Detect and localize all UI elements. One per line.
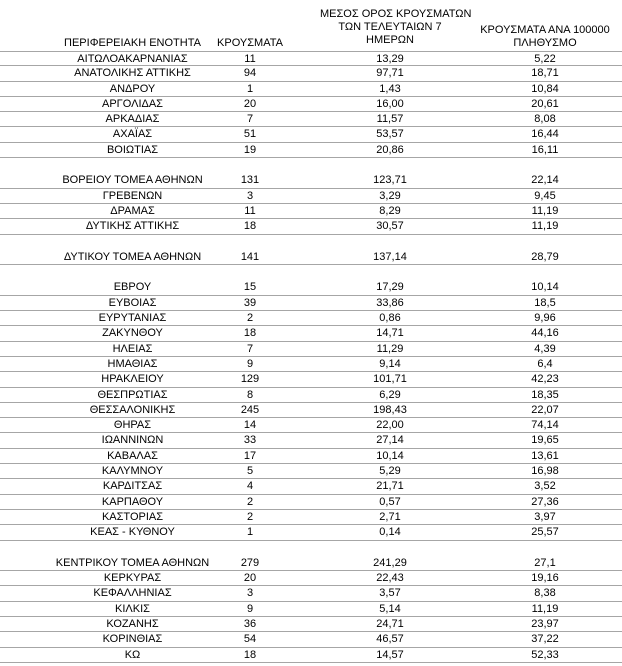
cell-per100k: 22,07 (531, 403, 559, 416)
cell-region: ΚΑΡΠΑΘΟΥ (101, 495, 164, 508)
cell-cases: 129 (240, 373, 260, 386)
table-row (0, 495, 622, 510)
cell-per100k: 37,22 (531, 633, 559, 646)
cell-avg7: 10,14 (376, 449, 404, 462)
cell-cases: 1 (246, 526, 254, 539)
cell-per100k: 18,5 (534, 296, 556, 309)
table-row (0, 602, 622, 617)
table-row (0, 525, 622, 540)
cell-avg7: 27,14 (376, 434, 404, 447)
cell-avg7: 22,00 (376, 419, 404, 432)
cell-per100k: 27,36 (531, 495, 559, 508)
cell-cases: 7 (246, 342, 254, 355)
cell-per100k: 10,14 (531, 281, 559, 294)
cell-per100k: 18,71 (531, 67, 559, 80)
cell-region: ΚΑΛΥΜΝΟΥ (101, 465, 164, 478)
header-avg7 (320, 8, 472, 47)
cell-cases: 5 (246, 465, 254, 478)
cell-cases: 20 (243, 97, 257, 110)
cell-cases: 9 (246, 357, 254, 370)
cell-per100k: 25,57 (531, 526, 559, 539)
cell-avg7: 241,29 (373, 556, 407, 569)
cell-region: ΚΩ (124, 648, 141, 661)
table-row (0, 127, 622, 142)
cell-avg7: 101,71 (373, 373, 407, 386)
cell-cases: 3 (246, 189, 254, 202)
table-row (0, 82, 622, 97)
cell-cases: 15 (243, 281, 257, 294)
cell-per100k: 20,61 (531, 97, 559, 110)
table-row (0, 66, 622, 81)
cell-avg7: 97,71 (376, 67, 404, 80)
cell-avg7: 33,86 (376, 296, 404, 309)
cell-avg7: 24,71 (376, 617, 404, 630)
cell-avg7: 0,14 (379, 526, 401, 539)
cell-region: ΘΕΣΣΑΛΟΝΙΚΗΣ (89, 403, 176, 416)
cell-region: ΖΑΚΥΝΘΟΥ (102, 327, 163, 340)
table-row (0, 235, 622, 266)
cell-per100k: 9,45 (534, 189, 556, 202)
cell-avg7: 14,57 (376, 648, 404, 661)
cell-region: ΚΕΦΑΛΛΗΝΙΑΣ (93, 587, 172, 600)
cell-cases: 94 (243, 67, 257, 80)
cell-region: ΗΜΑΘΙΑΣ (107, 357, 158, 370)
cell-region: ΑΡΓΟΛΙΔΑΣ (102, 97, 163, 110)
cell-region: ΙΩΑΝΝΙΝΩΝ (101, 434, 164, 447)
cell-avg7: 9,14 (379, 357, 401, 370)
cell-avg7: 6,29 (379, 388, 401, 401)
table-row (0, 571, 622, 586)
cell-avg7: 11,57 (376, 113, 404, 126)
cell-cases: 3 (246, 587, 254, 600)
cell-per100k: 13,61 (531, 449, 559, 462)
cell-region: ΚΕΑΣ - ΚΥΘΝΟΥ (90, 526, 175, 539)
cell-region: ΚΕΝΤΡΙΚΟΥ ΤΟΜΕΑ ΑΘΗΝΩΝ (55, 556, 210, 569)
cell-cases: 279 (240, 556, 260, 569)
table-row (0, 449, 622, 464)
cell-region: ΗΡΑΚΛΕΙΟΥ (101, 373, 164, 386)
table-row (0, 586, 622, 601)
cell-avg7: 22,43 (376, 572, 404, 585)
table-row (0, 464, 622, 479)
cell-avg7: 5,29 (379, 465, 401, 478)
cell-per100k: 16,11 (531, 143, 559, 156)
table-row (0, 510, 622, 525)
cell-cases: 33 (243, 434, 257, 447)
cell-per100k: 27,1 (534, 556, 556, 569)
cell-avg7: 3,29 (379, 189, 401, 202)
cell-region: ΑΡΚΑΔΙΑΣ (105, 113, 160, 126)
cell-region: ΑΧΑΪΑΣ (112, 128, 153, 141)
cell-cases: 8 (246, 388, 254, 401)
cell-avg7: 11,29 (376, 342, 404, 355)
cell-per100k: 52,33 (531, 648, 559, 661)
table-row (0, 418, 622, 433)
header-avg7-line2: ΤΩΝ ΤΕΛΕΥΤΑΙΩΝ 7 (338, 21, 442, 33)
cell-per100k: 11,19 (531, 220, 559, 233)
table-row (0, 112, 622, 127)
cell-avg7: 30,57 (376, 220, 404, 233)
table-row (0, 479, 622, 494)
cell-per100k: 8,08 (534, 113, 556, 126)
table-row (0, 219, 622, 234)
cell-avg7: 1,43 (379, 82, 401, 95)
cell-region: ΓΡΕΒΕΝΩΝ (102, 189, 163, 202)
cell-avg7: 198,43 (373, 403, 407, 416)
cell-cases: 18 (243, 648, 257, 661)
cell-cases: 11 (244, 204, 256, 217)
cell-avg7: 21,71 (376, 480, 404, 493)
cell-region: ΚΑΣΤΟΡΙΑΣ (101, 510, 164, 523)
cell-region: ΑΝΔΡΟΥ (109, 82, 156, 95)
cell-per100k: 8,38 (534, 587, 556, 600)
cell-cases: 18 (243, 327, 257, 340)
header-cases-label: ΚΡΟΥΣΜΑΤΑ (217, 37, 283, 49)
cell-region: ΑΙΤΩΛΟΑΚΑΡΝΑΝΙΑΣ (77, 53, 188, 65)
table-row (0, 388, 622, 403)
cell-avg7: 17,29 (376, 281, 404, 294)
cell-avg7: 53,57 (376, 128, 404, 141)
cell-per100k: 6,4 (537, 357, 553, 370)
cell-region: ΑΝΑΤΟΛΙΚΗΣ ΑΤΤΙΚΗΣ (74, 67, 191, 80)
cell-cases: 54 (243, 633, 257, 646)
cell-cases: 11 (244, 53, 256, 65)
cell-cases: 20 (243, 572, 257, 585)
cell-cases: 2 (246, 510, 254, 523)
cell-region: ΒΟΡΕΙΟΥ ΤΟΜΕΑ ΑΘΗΝΩΝ (62, 174, 203, 187)
cell-avg7: 13,29 (376, 53, 404, 65)
cell-cases: 2 (246, 495, 254, 508)
cell-avg7: 0,86 (379, 312, 401, 325)
cell-cases: 51 (243, 128, 257, 141)
table-row (0, 342, 622, 357)
cell-per100k: 19,16 (531, 572, 559, 585)
table-row (0, 541, 622, 572)
header-per100k (480, 24, 610, 50)
cell-per100k: 9,96 (534, 312, 556, 325)
cell-avg7: 8,29 (379, 204, 401, 217)
cell-cases: 4 (246, 480, 254, 493)
cell-avg7: 5,14 (379, 602, 401, 615)
cell-per100k: 3,52 (534, 480, 556, 493)
cell-per100k: 19,65 (531, 434, 559, 447)
header-cases (200, 37, 300, 50)
table-row (0, 326, 622, 341)
cell-region: ΚΟΡΙΝΘΙΑΣ (102, 633, 163, 646)
cell-per100k: 10,84 (531, 82, 559, 95)
cell-avg7: 16,00 (376, 97, 404, 110)
table-row (0, 311, 622, 326)
header-per100k-line1: ΚΡΟΥΣΜΑΤΑ ΑΝΑ 100000 (480, 24, 610, 36)
cell-per100k: 4,39 (534, 342, 556, 355)
table-row (0, 632, 622, 647)
cell-region: ΔΥΤΙΚΗΣ ΑΤΤΙΚΗΣ (85, 220, 180, 233)
table-row (0, 189, 622, 204)
table-row (0, 372, 622, 387)
cell-region: ΗΛΕΙΑΣ (112, 342, 153, 355)
cell-avg7: 137,14 (373, 250, 407, 263)
cell-per100k: 74,14 (531, 419, 559, 432)
cell-region: ΚΑΒΑΛΑΣ (107, 449, 158, 462)
cell-per100k: 11,19 (531, 602, 559, 615)
cell-region: ΕΥΒΟΙΑΣ (108, 296, 157, 309)
cell-per100k: 16,98 (531, 465, 559, 478)
header-per100k-line2: ΠΛΗΘΥΣΜΟ (513, 37, 577, 49)
cell-region: ΘΕΣΠΡΩΤΙΑΣ (97, 388, 168, 401)
cell-per100k: 44,16 (531, 327, 559, 340)
cell-per100k: 11,19 (531, 204, 559, 217)
cell-avg7: 14,71 (376, 327, 404, 340)
table-row (0, 403, 622, 418)
cell-cases: 14 (243, 419, 257, 432)
cell-per100k: 42,23 (531, 373, 559, 386)
table-row (0, 158, 622, 189)
cell-cases: 245 (240, 403, 260, 416)
cell-region: ΔΡΑΜΑΣ (110, 204, 155, 217)
cell-cases: 17 (243, 449, 257, 462)
cell-region: ΒΟΙΩΤΙΑΣ (106, 143, 159, 156)
cell-cases: 9 (246, 602, 254, 615)
cell-region: ΕΥΡΥΤΑΝΙΑΣ (98, 312, 167, 325)
header-avg7-line3: ΗΜΕΡΩΝ (366, 34, 414, 46)
cell-per100k: 5,22 (534, 53, 556, 65)
cell-avg7: 0,57 (379, 495, 401, 508)
cell-region: ΚΕΡΚΥΡΑΣ (103, 572, 162, 585)
cell-cases: 18 (243, 220, 257, 233)
cell-cases: 39 (243, 296, 257, 309)
cell-cases: 2 (246, 312, 254, 325)
table-row (0, 357, 622, 372)
cell-cases: 1 (246, 82, 254, 95)
cell-avg7: 3,57 (379, 587, 401, 600)
cell-cases: 131 (240, 174, 260, 187)
cell-avg7: 20,86 (376, 143, 404, 156)
cell-region: ΕΒΡΟΥ (113, 281, 152, 294)
table-row (0, 204, 622, 219)
cell-avg7: 123,71 (373, 174, 407, 187)
cell-avg7: 46,57 (376, 633, 404, 646)
header-region-label: ΠΕΡΙΦΕΡΕΙΑΚΗ ΕΝΟΤΗΤΑ (64, 37, 201, 49)
header-avg7-line1: ΜΕΣΟΣ ΟΡΟΣ ΚΡΟΥΣΜΑΤΩΝ (320, 8, 472, 20)
table-row (0, 51, 622, 66)
cell-avg7: 2,71 (379, 510, 401, 523)
table-row (0, 617, 622, 632)
cell-cases: 7 (246, 113, 254, 126)
table-row (0, 648, 622, 663)
table-row (0, 265, 622, 296)
table-row (0, 433, 622, 448)
cell-region: ΚΟΖΑΝΗΣ (106, 617, 159, 630)
cell-per100k: 23,97 (531, 617, 559, 630)
cell-region: ΔΥΤΙΚΟΥ ΤΟΜΕΑ ΑΘΗΝΩΝ (63, 250, 202, 263)
cell-cases: 19 (243, 143, 257, 156)
table-row (0, 143, 622, 158)
cell-per100k: 22,14 (531, 174, 559, 187)
cell-per100k: 3,97 (534, 510, 556, 523)
cell-region: ΚΙΛΚΙΣ (115, 602, 150, 615)
table-row (0, 97, 622, 112)
table-row (0, 296, 622, 311)
cell-per100k: 16,44 (531, 128, 559, 141)
cell-per100k: 28,79 (531, 250, 559, 263)
cell-region: ΘΗΡΑΣ (113, 419, 152, 432)
cell-cases: 36 (243, 617, 257, 630)
cell-per100k: 18,35 (531, 388, 559, 401)
cell-cases: 141 (240, 250, 260, 263)
table-body (0, 51, 622, 663)
cell-region: ΚΑΡΔΙΤΣΑΣ (102, 480, 163, 493)
